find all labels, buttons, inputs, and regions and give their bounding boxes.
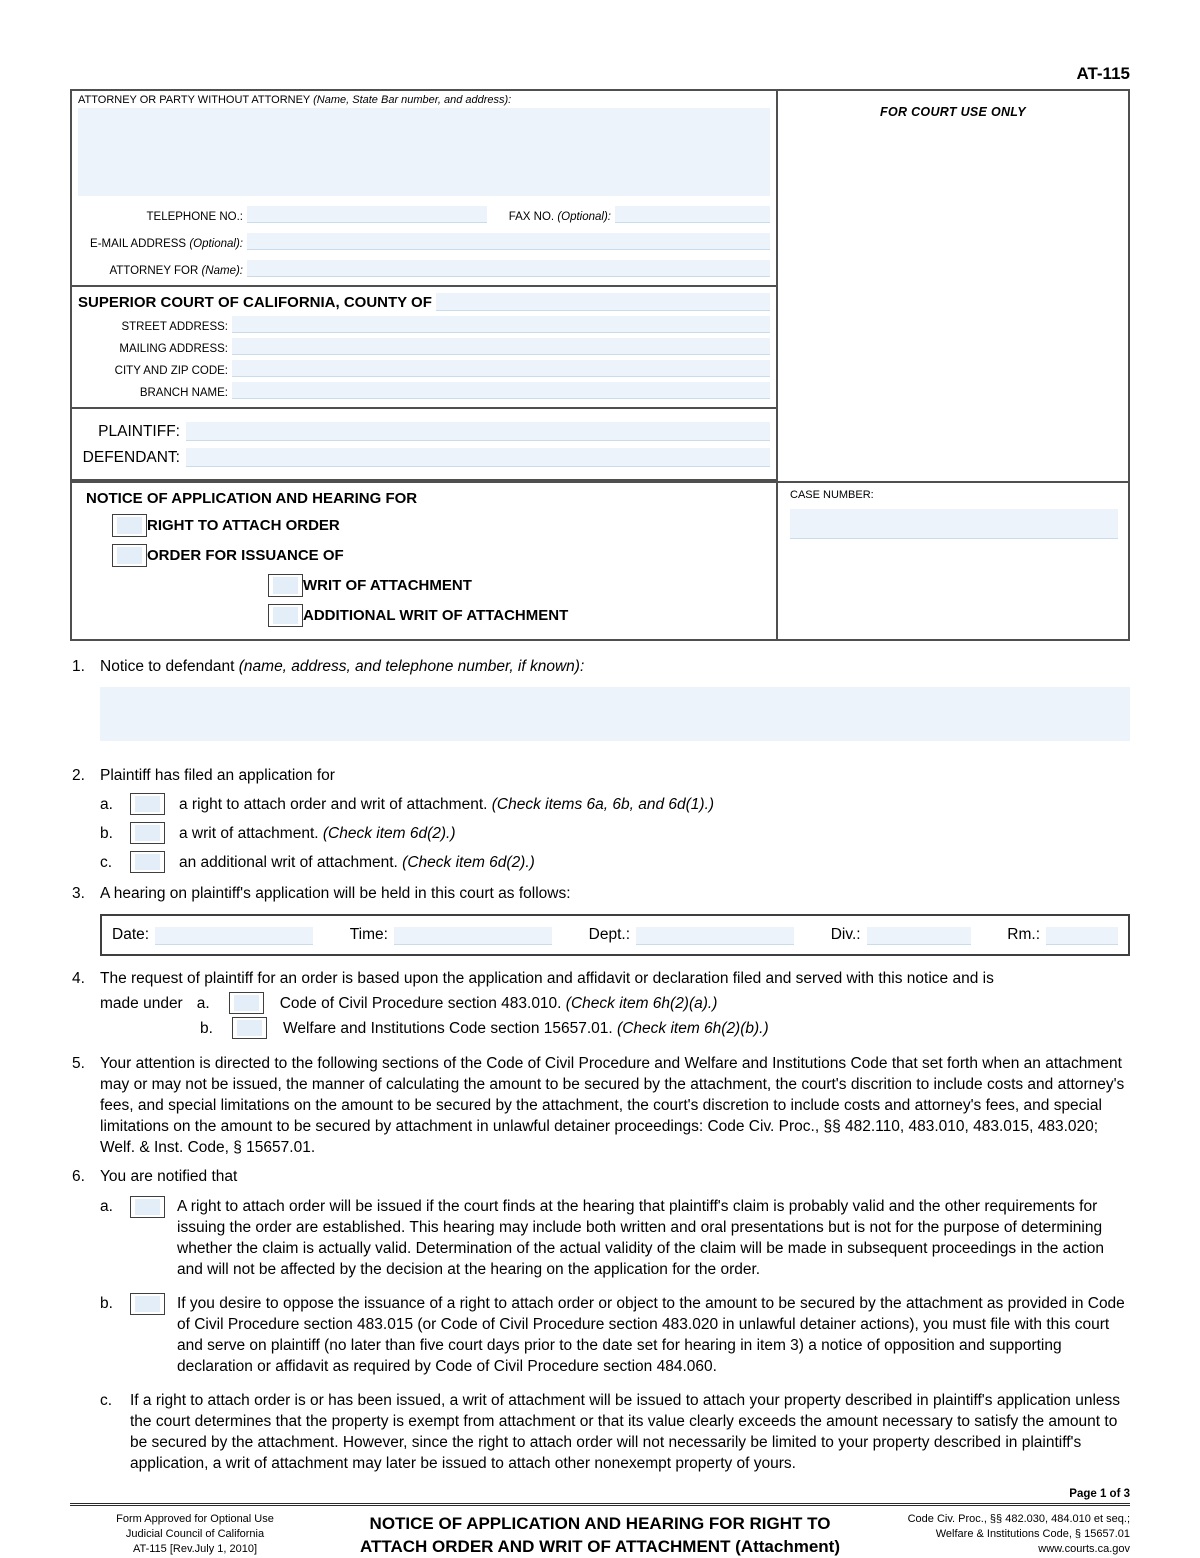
footer-approval-line: Judicial Council of California bbox=[125, 1528, 265, 1540]
checkbox-fill bbox=[135, 854, 160, 870]
caption-top-row bbox=[72, 91, 1128, 481]
item-6b-checkbox[interactable] bbox=[130, 1293, 165, 1315]
item-4-line1: The request of plaintiff for an order is based upon the application and affidavit or declaration filed and served with this notice and is bbox=[100, 970, 994, 987]
checkbox-fill bbox=[117, 517, 142, 534]
checkbox-fill bbox=[273, 607, 298, 624]
option-label: ADDITIONAL WRIT OF ATTACHMENT bbox=[303, 607, 569, 624]
hearing-details-box bbox=[100, 914, 1130, 956]
footer-form-title-line2: ATTACH ORDER AND WRIT OF ATTACHMENT (Attachment) bbox=[359, 1537, 841, 1556]
branch-name-row bbox=[78, 382, 770, 399]
item-2c-detail: (Check item 6d(2).) bbox=[402, 853, 535, 871]
hearing-div-group bbox=[831, 924, 971, 945]
caption-box bbox=[70, 89, 1130, 641]
attorney-section bbox=[72, 91, 776, 287]
caption-right-column bbox=[778, 91, 1128, 481]
hearing-dept-group bbox=[589, 924, 794, 945]
defendant-label: DEFENDANT: bbox=[82, 449, 180, 466]
court-section bbox=[72, 287, 776, 409]
option-order-for-issuance bbox=[112, 544, 766, 567]
item-4-made-under: made under bbox=[100, 994, 183, 1012]
item-2c-text bbox=[179, 852, 535, 873]
attorney-label bbox=[78, 94, 770, 106]
for-court-use-label: FOR COURT USE ONLY bbox=[880, 105, 1026, 119]
item-2b-checkbox[interactable] bbox=[130, 822, 165, 844]
item-4-number: 4. bbox=[72, 970, 85, 987]
street-address-row bbox=[78, 316, 770, 333]
footer-divider bbox=[70, 1503, 1130, 1506]
attorney-address-field[interactable] bbox=[78, 108, 770, 196]
item-6a bbox=[70, 1196, 1130, 1280]
item-3 bbox=[70, 883, 1130, 904]
form-title-heading: NOTICE OF APPLICATION AND HEARING FOR bbox=[86, 490, 418, 507]
branch-name-label: BRANCH NAME: bbox=[139, 387, 228, 399]
mailing-address-row bbox=[78, 338, 770, 355]
item-4b-detail: (Check item 6h(2)(b).) bbox=[617, 1019, 769, 1037]
item-6c-letter: c. bbox=[100, 1392, 113, 1409]
mailing-address-label: MAILING ADDRESS: bbox=[119, 343, 228, 355]
item-4b bbox=[100, 1017, 1130, 1039]
item-4b-checkbox[interactable] bbox=[232, 1017, 267, 1039]
item-2a-detail: (Check items 6a, 6b, and 6d(1).) bbox=[491, 795, 715, 813]
case-number-field[interactable] bbox=[790, 509, 1118, 539]
court-title: SUPERIOR COURT OF CALIFORNIA, COUNTY OF bbox=[78, 294, 432, 311]
hearing-div-field[interactable] bbox=[867, 927, 971, 945]
item-6c bbox=[70, 1390, 1130, 1474]
checkbox-fill bbox=[135, 796, 160, 812]
party-section bbox=[72, 409, 776, 481]
footer-approval-line: Form Approved for Optional Use bbox=[116, 1513, 274, 1525]
fax-field[interactable] bbox=[615, 206, 770, 223]
checkbox-fill bbox=[135, 825, 160, 841]
county-field[interactable] bbox=[436, 293, 770, 311]
email-label bbox=[78, 238, 243, 250]
email-field[interactable] bbox=[247, 233, 770, 250]
item-2a bbox=[70, 793, 1130, 815]
plaintiff-field[interactable] bbox=[186, 422, 770, 441]
item-6b-letter: b. bbox=[100, 1295, 113, 1312]
item-2a-checkbox[interactable] bbox=[130, 793, 165, 815]
plaintiff-label: PLAINTIFF: bbox=[98, 423, 180, 440]
hearing-date-label: Date: bbox=[112, 926, 150, 943]
hearing-dept-field[interactable] bbox=[636, 927, 794, 945]
item-4b-text bbox=[283, 1018, 769, 1039]
checkbox-fill bbox=[273, 577, 298, 594]
item-5 bbox=[70, 1053, 1130, 1158]
item-6 bbox=[70, 1166, 1130, 1187]
city-zip-label: CITY AND ZIP CODE: bbox=[114, 365, 228, 377]
item-5-text: Your attention is directed to the following sections of the Code of Civil Procedure and Welfare and Institutions Code that set forth when an attachment may or may not be issued, the manner of calculating the amount to be secured by the attachment, the court's discrition to include costs and attorney's fees, and special limitations on the amount to be secured by the attachment, the court's discretion to include costs and attorney's fees, and special limitations on the amount to be secured by attachment in unlawful detainer proceedings: Code Civ. Proc., §§ 482.110, 483.010, 483.015, 483.020; Welf. & Inst. Code, § 15657.01. bbox=[100, 1055, 1125, 1156]
street-address-field[interactable] bbox=[232, 316, 770, 333]
item-6c-text: If a right to attach order is or has been issued, a writ of attachment will be issued to attach your property described in plaintiff's application unless the court determines that the property is exempt from attachment or that its value clearly exceeds the amount necessary to satisfy the amount to be secured by the attachment. However, since the right to attach order will not necessarily be limited to your property described in plaintiff's application, a writ of attachment may later be issued to attach other nonexempt property of yours. bbox=[130, 1392, 1121, 1472]
checkbox-fill bbox=[234, 995, 259, 1011]
footer-court-url: www.courts.ca.gov bbox=[1038, 1543, 1130, 1555]
item-2a-letter: a. bbox=[100, 795, 113, 813]
item-6a-checkbox[interactable] bbox=[130, 1196, 165, 1218]
item-2b-letter: b. bbox=[100, 824, 113, 842]
item-5-number: 5. bbox=[72, 1055, 85, 1072]
right-to-attach-order-checkbox[interactable] bbox=[112, 514, 147, 537]
footer-approval-block bbox=[70, 1512, 320, 1558]
attorney-for-row bbox=[78, 260, 770, 277]
item-2b-label: a writ of attachment. bbox=[179, 824, 319, 842]
option-label: WRIT OF ATTACHMENT bbox=[303, 577, 472, 594]
email-label-text: E-MAIL ADDRESS bbox=[90, 238, 187, 250]
item-1 bbox=[70, 656, 1130, 677]
item-4b-letter: b. bbox=[200, 1019, 213, 1037]
fax-optional-text: (Optional): bbox=[557, 211, 611, 223]
hearing-rm-field[interactable] bbox=[1046, 927, 1118, 945]
footer bbox=[70, 1512, 1130, 1558]
attorney-label-text: ATTORNEY OR PARTY WITHOUT ATTORNEY bbox=[78, 94, 311, 106]
title-case-row bbox=[72, 481, 1128, 639]
item-6b bbox=[70, 1293, 1130, 1377]
order-for-issuance-checkbox[interactable] bbox=[112, 544, 147, 567]
item-2-text: Plaintiff has filed an application for bbox=[100, 767, 335, 784]
checkbox-fill bbox=[135, 1296, 160, 1312]
fax-label-text: FAX NO. bbox=[508, 211, 555, 223]
phone-fax-row bbox=[78, 206, 770, 223]
item-2a-label: a right to attach order and writ of attachment. bbox=[179, 795, 488, 813]
item-2a-text bbox=[179, 794, 714, 815]
case-number-label: CASE NUMBER: bbox=[790, 489, 874, 501]
item-6a-letter: a. bbox=[100, 1198, 113, 1215]
defendant-row bbox=[78, 448, 770, 467]
court-title-row bbox=[78, 293, 770, 311]
item-3-number: 3. bbox=[72, 885, 85, 902]
option-writ-of-attachment bbox=[268, 574, 766, 597]
email-optional-text: (Optional): bbox=[189, 238, 243, 250]
defendant-notice-field[interactable] bbox=[100, 687, 1130, 741]
hearing-rm-group bbox=[1007, 924, 1118, 945]
telephone-field[interactable] bbox=[247, 206, 487, 223]
item-4b-label: Welfare and Institutions Code section 15657.01. bbox=[283, 1019, 613, 1037]
checkbox-fill bbox=[237, 1020, 262, 1036]
item-6a-text: A right to attach order will be issued if the court finds at the hearing that plaintiff's claim is probably valid and the other requirements for issuing the order are established. This hearing may include both written and oral presentations but is not for the purpose of determining whether the claim is actually valid. Determination of the actual validity of the claim will be made in subsequent proceedings in the action and will not be affected by the decision at the hearing on the application for the order. bbox=[177, 1198, 1105, 1278]
item-1-number: 1. bbox=[72, 658, 85, 675]
city-zip-row bbox=[78, 360, 770, 377]
form-number: AT-115 bbox=[1076, 64, 1130, 83]
street-address-label: STREET ADDRESS: bbox=[121, 321, 228, 333]
item-2-number: 2. bbox=[72, 767, 85, 784]
attorney-for-detail-text: (Name): bbox=[201, 265, 243, 277]
item-2b-detail: (Check item 6d(2).) bbox=[322, 824, 456, 842]
attorney-for-field[interactable] bbox=[247, 260, 770, 277]
item-1-text bbox=[100, 656, 1130, 677]
email-row bbox=[78, 233, 770, 250]
city-zip-field[interactable] bbox=[232, 360, 770, 377]
attorney-for-label bbox=[78, 265, 243, 277]
item-2c-checkbox[interactable] bbox=[130, 851, 165, 873]
hearing-date-group bbox=[112, 924, 313, 945]
footer-code-line: Code Civ. Proc., §§ 482.030, 484.010 et seq.; bbox=[907, 1513, 1130, 1525]
item-1-detail: (name, address, and telephone number, if known): bbox=[238, 658, 585, 675]
hearing-time-field[interactable] bbox=[394, 927, 552, 945]
item-2b-text bbox=[179, 823, 456, 844]
option-additional-writ bbox=[268, 604, 766, 627]
item-2c bbox=[70, 851, 1130, 873]
footer-form-title bbox=[320, 1512, 880, 1558]
writ-of-attachment-checkbox[interactable] bbox=[268, 574, 303, 597]
checkbox-fill bbox=[135, 1199, 160, 1215]
item-2 bbox=[70, 765, 1130, 786]
footer-form-title-line1: NOTICE OF APPLICATION AND HEARING FOR RIGHT TO bbox=[369, 1514, 831, 1533]
additional-writ-checkbox[interactable] bbox=[268, 604, 303, 627]
option-right-to-attach-order bbox=[112, 514, 766, 537]
item-4a-checkbox[interactable] bbox=[229, 992, 264, 1014]
defendant-field[interactable] bbox=[186, 448, 770, 467]
page-number-label: Page 1 of 3 bbox=[1069, 1488, 1130, 1500]
fax-label bbox=[487, 211, 611, 223]
item-6-text: You are notified that bbox=[100, 1168, 238, 1185]
item-2c-letter: c. bbox=[100, 853, 113, 871]
hearing-time-group bbox=[350, 924, 552, 945]
hearing-rm-label: Rm.: bbox=[1007, 926, 1040, 943]
branch-name-field[interactable] bbox=[232, 382, 770, 399]
item-6-number: 6. bbox=[72, 1168, 85, 1185]
item-4a-text bbox=[280, 993, 718, 1014]
attorney-for-label-text: ATTORNEY FOR bbox=[109, 265, 199, 277]
footer-code-block bbox=[880, 1512, 1130, 1558]
item-4 bbox=[70, 968, 1130, 989]
hearing-date-field[interactable] bbox=[155, 927, 313, 945]
plaintiff-row bbox=[78, 422, 770, 441]
item-4a bbox=[100, 992, 1130, 1014]
footer-approval-line: AT-115 [Rev.July 1, 2010] bbox=[132, 1543, 258, 1555]
option-label: RIGHT TO ATTACH ORDER bbox=[147, 517, 340, 534]
mailing-address-field[interactable] bbox=[232, 338, 770, 355]
item-3-text: A hearing on plaintiff's application will be held in this court as follows: bbox=[100, 885, 571, 902]
item-1-label: Notice to defendant bbox=[100, 658, 235, 675]
attorney-label-detail: (Name, State Bar number, and address): bbox=[313, 94, 512, 106]
item-6b-text: If you desire to oppose the issuance of a right to attach order or object to the amount to be secured by the attachment as provided in Code of Civil Procedure section 483.015 (or Code of Civil Procedure section 483.020 in unlawful detainer actions), you must file with this court and serve on plaintiff (no later than five court days prior to the date set for hearing in item 3) a notice of opposition and supporting declaration or affidavit as required by Code of Civil Procedure section 484.060. bbox=[177, 1295, 1125, 1375]
footer-code-line: Welfare & Institutions Code, § 15657.01 bbox=[935, 1528, 1130, 1540]
case-number-block bbox=[778, 483, 1128, 639]
hearing-div-label: Div.: bbox=[830, 926, 861, 943]
hearing-time-label: Time: bbox=[349, 926, 388, 943]
form-title-block bbox=[72, 483, 778, 639]
item-2b bbox=[70, 822, 1130, 844]
hearing-dept-label: Dept.: bbox=[588, 926, 631, 943]
item-4a-label: Code of Civil Procedure section 483.010. bbox=[279, 994, 562, 1012]
telephone-label: TELEPHONE NO.: bbox=[146, 211, 243, 223]
option-label: ORDER FOR ISSUANCE OF bbox=[147, 547, 344, 564]
checkbox-fill bbox=[117, 547, 142, 564]
item-4a-letter: a. bbox=[196, 994, 210, 1012]
item-2c-label: an additional writ of attachment. bbox=[179, 853, 398, 871]
caption-left-column bbox=[72, 91, 778, 481]
item-4a-detail: (Check item 6h(2)(a).) bbox=[565, 994, 718, 1012]
